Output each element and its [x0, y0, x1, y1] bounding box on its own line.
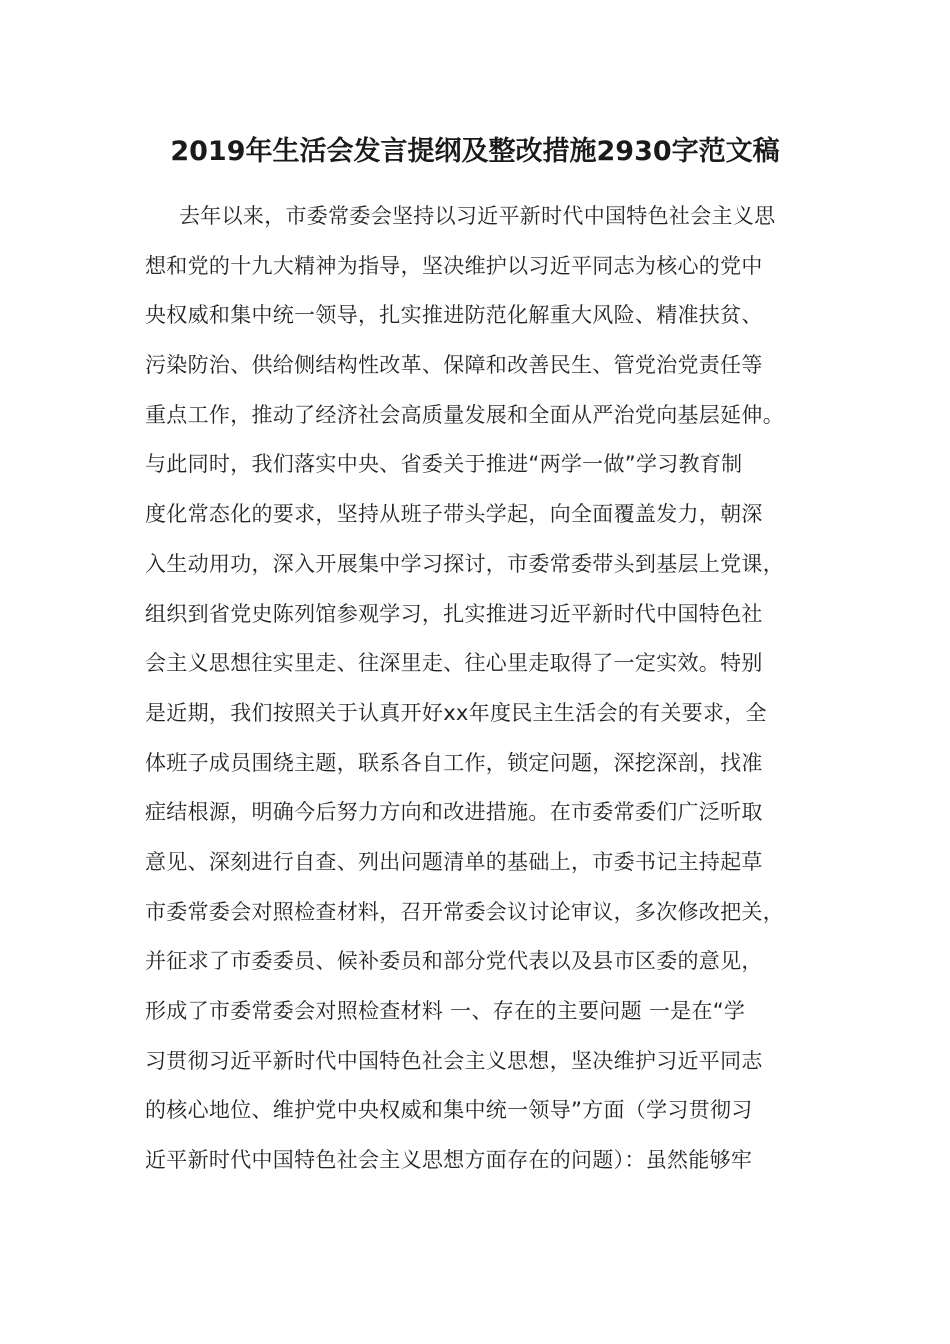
body-line: 组织到省党史陈列馆参观学习，扎实推进习近平新时代中国特色社 — [145, 601, 763, 626]
body-line: 形成了市委常委会对照检查材料 一、存在的主要问题 一是在“学 — [145, 999, 746, 1023]
body-line: 习贯彻习近平新时代中国特色社会主义思想，坚决维护习近平同志 — [145, 1048, 763, 1073]
document-title: 2019年生活会发言提纲及整改措施2930字范文稿 — [170, 136, 780, 167]
body-line: 度化常态化的要求，坚持从班子带头学起，向全面覆盖发力，朝深 — [145, 502, 763, 527]
body-line: 近平新时代中国特色社会主义思想方面存在的问题）：虽然能够牢 — [145, 1148, 753, 1173]
body-line: 是近期，我们按照关于认真开好xx年度民主生活会的有关要求，全 — [145, 700, 767, 725]
body-line: 污染防治、供给侧结构性改革、保障和改善民生、管党治党责任等 — [145, 353, 763, 378]
body-line: 重点工作，推动了经济社会高质量发展和全面从严治党向基层延伸。 — [145, 402, 784, 427]
body-line: 并征求了市委委员、候补委员和部分党代表以及县市区委的意见， — [145, 949, 763, 974]
body-line: 央权威和集中统一领导，扎实推进防范化解重大风险、精准扶贫、 — [145, 303, 763, 328]
body-line: 想和党的十九大精神为指导，坚决维护以习近平同志为核心的党中 — [145, 253, 763, 278]
document-body — [145, 196, 810, 1190]
body-line: 会主义思想往实里走、往深里走、往心里走取得了一定实效。特别 — [145, 651, 763, 676]
body-line: 体班子成员围绕主题，联系各自工作，锁定问题，深挖深剖，找准 — [145, 750, 763, 775]
body-line: 意见、深刻进行自查、列出问题清单的基础上，市委书记主持起草 — [145, 849, 763, 874]
body-line: 去年以来，市委常委会坚持以习近平新时代中国特色社会主义思 — [179, 204, 776, 228]
body-line: 症结根源，明确今后努力方向和改进措施。在市委常委们广泛听取 — [145, 800, 763, 825]
body-line: 入生动用功，深入开展集中学习探讨，市委常委带头到基层上党课， — [145, 551, 784, 576]
body-line: 市委常委会对照检查材料，召开常委会议讨论审议，多次修改把关， — [145, 899, 784, 924]
body-line: 的核心地位、维护党中央权威和集中统一领导”方面（学习贯彻习 — [145, 1098, 753, 1123]
body-line: 与此同时，我们落实中央、省委关于推进“两学一做”学习教育制 — [145, 452, 743, 477]
